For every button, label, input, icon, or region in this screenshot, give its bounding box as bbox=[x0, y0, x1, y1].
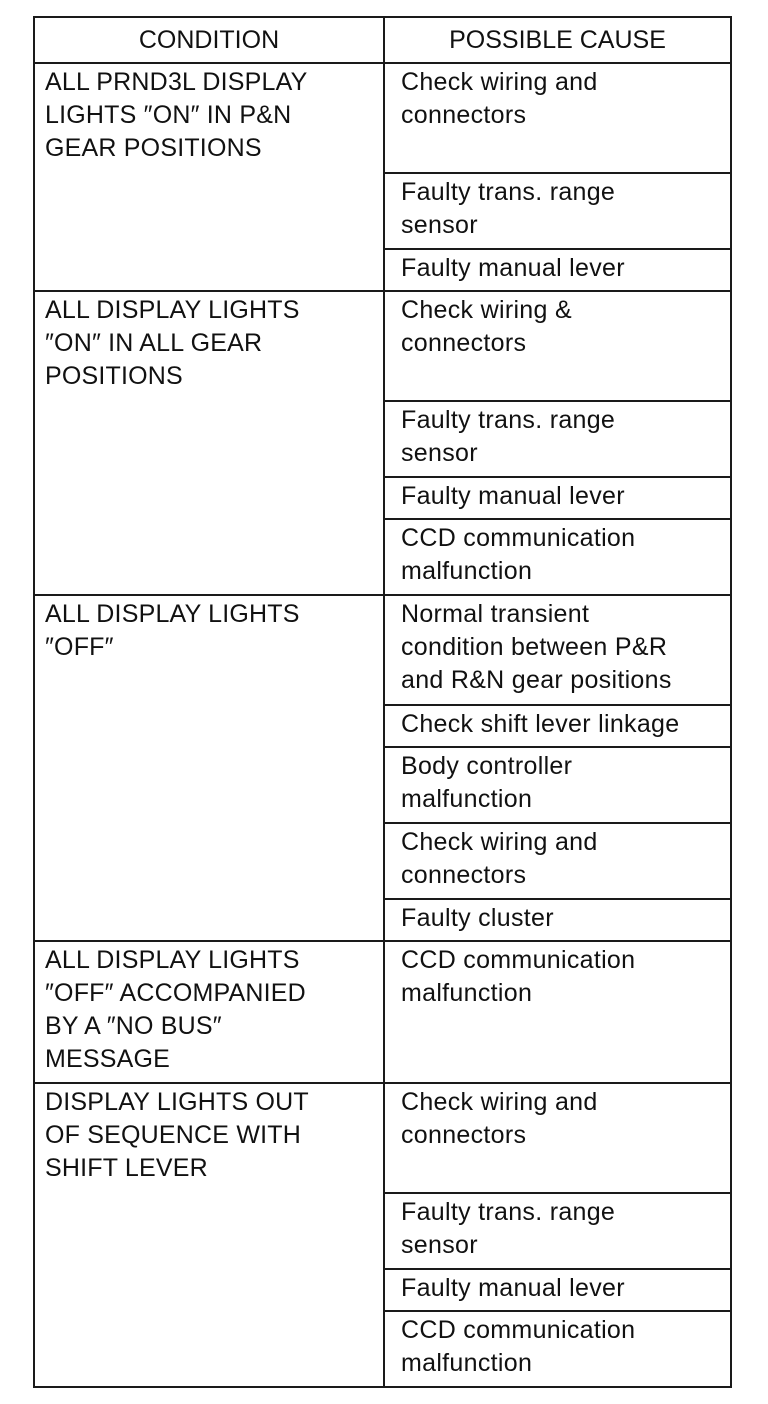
cause-cell bbox=[384, 173, 731, 249]
cause-cell bbox=[384, 249, 731, 291]
cause-text: Check shift lever linkage bbox=[401, 710, 680, 738]
cause-cell bbox=[384, 1193, 731, 1269]
cause-cell bbox=[384, 899, 731, 941]
cause-text: Faulty cluster bbox=[401, 904, 554, 932]
cause-text: Check wiring and connectors bbox=[401, 1088, 598, 1149]
condition-text: ALL PRND3L DISPLAY LIGHTS ″ON″ IN P&N GEAR POSITIONS bbox=[45, 68, 308, 162]
cause-text: Check wiring & connectors bbox=[401, 296, 572, 357]
cause-cell bbox=[384, 1083, 731, 1193]
cause-cell bbox=[384, 401, 731, 477]
cause-cell bbox=[384, 477, 731, 519]
cause-cell bbox=[384, 519, 731, 595]
condition-text: ALL DISPLAY LIGHTS ″OFF″ ACCOMPANIED BY A ″NO BUS″ MESSAGE bbox=[45, 946, 306, 1073]
cause-cell bbox=[384, 595, 731, 705]
condition-cell bbox=[34, 941, 384, 1083]
cause-text: CCD communication malfunction bbox=[401, 1316, 636, 1377]
cause-cell bbox=[384, 291, 731, 401]
condition-cell bbox=[34, 63, 384, 291]
condition-cell bbox=[34, 1083, 384, 1387]
possible-cause-header: POSSIBLE CAUSE bbox=[384, 17, 731, 63]
cause-cell bbox=[384, 63, 731, 173]
table-row bbox=[34, 63, 731, 173]
cause-text: Check wiring and connectors bbox=[401, 68, 598, 129]
table-row bbox=[34, 291, 731, 401]
cause-text: Check wiring and connectors bbox=[401, 828, 598, 889]
table-row bbox=[34, 1083, 731, 1193]
cause-cell bbox=[384, 1311, 731, 1387]
cause-cell bbox=[384, 1269, 731, 1311]
condition-header: CONDITION bbox=[34, 17, 384, 63]
table-body bbox=[34, 63, 731, 1387]
cause-text: Faulty manual lever bbox=[401, 254, 625, 282]
cause-cell bbox=[384, 941, 731, 1083]
cause-text: Faulty manual lever bbox=[401, 1274, 625, 1302]
cause-text: Normal transient condition between P&R and R&N gear positions bbox=[401, 600, 672, 694]
table-row bbox=[34, 941, 731, 1083]
diagnosis-table bbox=[33, 16, 732, 1388]
cause-text: Body controller malfunction bbox=[401, 752, 573, 813]
cause-text: Faulty trans. range sensor bbox=[401, 1198, 616, 1259]
cause-cell bbox=[384, 823, 731, 899]
cause-text: CCD communication malfunction bbox=[401, 524, 636, 585]
cause-text: Faulty trans. range sensor bbox=[401, 178, 616, 239]
condition-text: ALL DISPLAY LIGHTS ″ON″ IN ALL GEAR POSITIONS bbox=[45, 296, 300, 390]
cause-cell bbox=[384, 705, 731, 747]
cause-text: CCD communication malfunction bbox=[401, 946, 636, 1007]
cause-text: Faulty trans. range sensor bbox=[401, 406, 616, 467]
table-row bbox=[34, 595, 731, 705]
condition-text: ALL DISPLAY LIGHTS ″OFF″ bbox=[45, 600, 300, 661]
condition-cell bbox=[34, 595, 384, 941]
header-row bbox=[34, 17, 731, 63]
cause-text: Faulty manual lever bbox=[401, 482, 625, 510]
condition-cell bbox=[34, 291, 384, 595]
cause-cell bbox=[384, 747, 731, 823]
condition-text: DISPLAY LIGHTS OUT OF SEQUENCE WITH SHIFT LEVER bbox=[45, 1088, 309, 1182]
